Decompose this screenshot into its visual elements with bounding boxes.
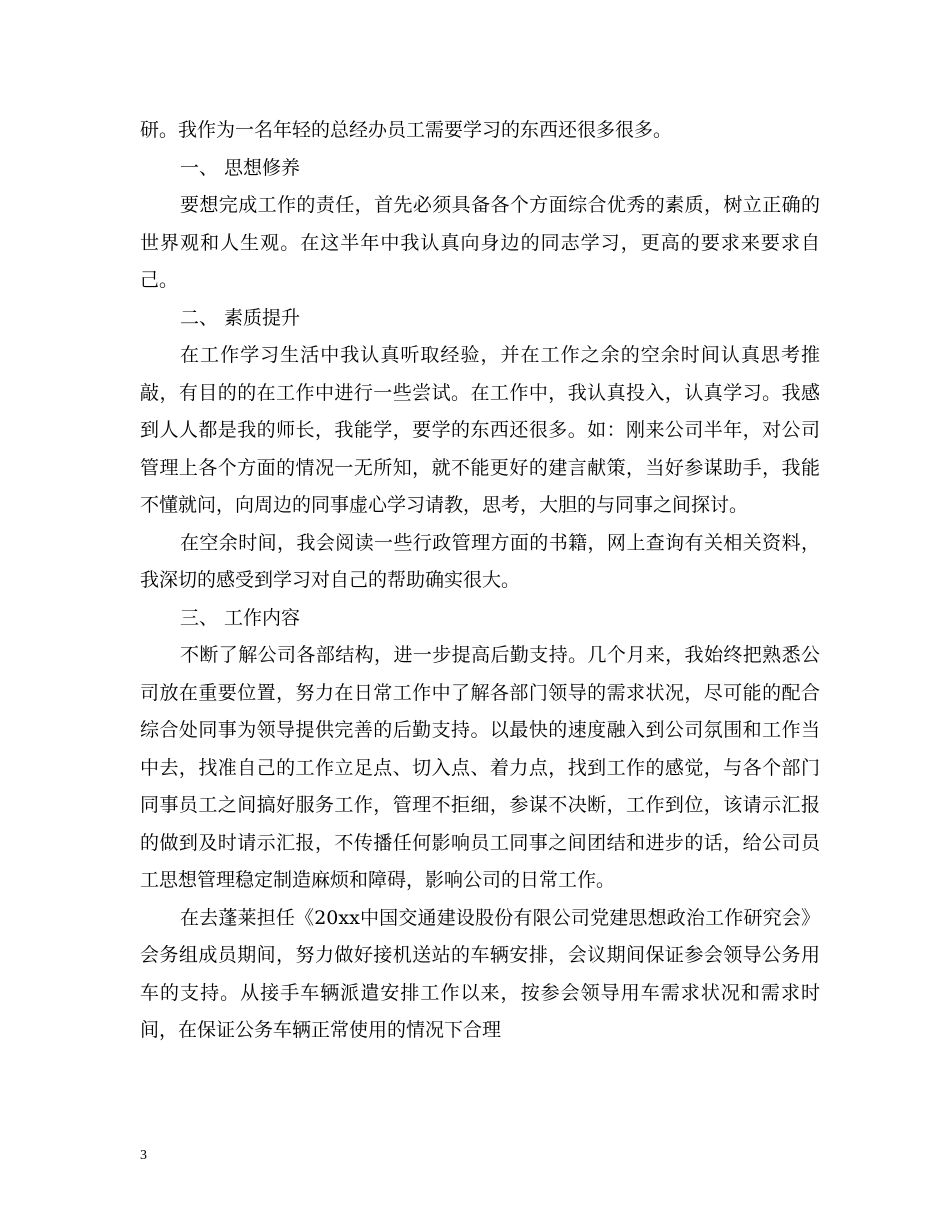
paragraph-work-1: 不断了解公司各部结构，进一步提高后勤支持。几个月来，我始终把熟悉公司放在重要位置，努力在日常工作中了解各部门领导的需求状况，尽可能的配合综合处同事为领导提供完善的后勤支持。以最快的速度融入到公司氛围和工作当中去，找准自己的工作立足点、切入点、着力点，找到工作的感觉，与各个部门同事员工之间搞好服务工作，管理不拒细，参谋不决断，工作到位，该请示汇报的做到及时请示汇报，不传播任何影响员工同事之间团结和进步的话，给公司员工思想管理稳定制造麻烦和障碍，影响公司的日常工作。 xyxy=(140,644,820,891)
paragraph-quality-2: 在空余时间，我会阅读一些行政管理方面的书籍，网上查询有关相关资料，我深切的感受到学习对自己的帮助确实很大。 xyxy=(140,531,820,591)
document-body xyxy=(140,112,820,1050)
section-heading-work: 三、 工作内容 xyxy=(180,606,301,629)
paragraph-thought: 要想完成工作的责任，首先必须具备各个方面综合优秀的素质，树立正确的世界观和人生观。在这半年中我认真向身边的同志学习，更高的要求来要求自己。 xyxy=(140,194,820,291)
section-heading-thought: 一、 思想修养 xyxy=(180,156,301,179)
paragraph-continuation: 研。我作为一名年轻的总经办员工需要学习的东西还很多很多。 xyxy=(140,119,673,141)
paragraph-work-2: 在去蓬莱担任《20xx中国交通建设股份有限公司党建思想政治工作研究会》会务组成员期间，努力做好接机送站的车辆安排，会议期间保证参会领导公务用车的支持。从接手车辆派遣安排工作以来，按参会领导用车需求状况和需求时间，在保证公务车辆正常使用的情况下合理 xyxy=(140,906,820,1041)
page-number: 3 xyxy=(140,1148,147,1163)
paragraph-quality-1: 在工作学习生活中我认真听取经验，并在工作之余的空余时间认真思考推敲，有目的的在工作中进行一些尝试。在工作中，我认真投入，认真学习。我感到人人都是我的师长，我能学，要学的东西还很多。如：刚来公司半年，对公司管理上各个方面的情况一无所知，就不能更好的建言献策，当好参谋助手，我能不懂就问，向周边的同事虚心学习请教，思考，大胆的与同事之间探讨。 xyxy=(140,344,820,516)
section-heading-quality: 二、 素质提升 xyxy=(180,306,301,329)
